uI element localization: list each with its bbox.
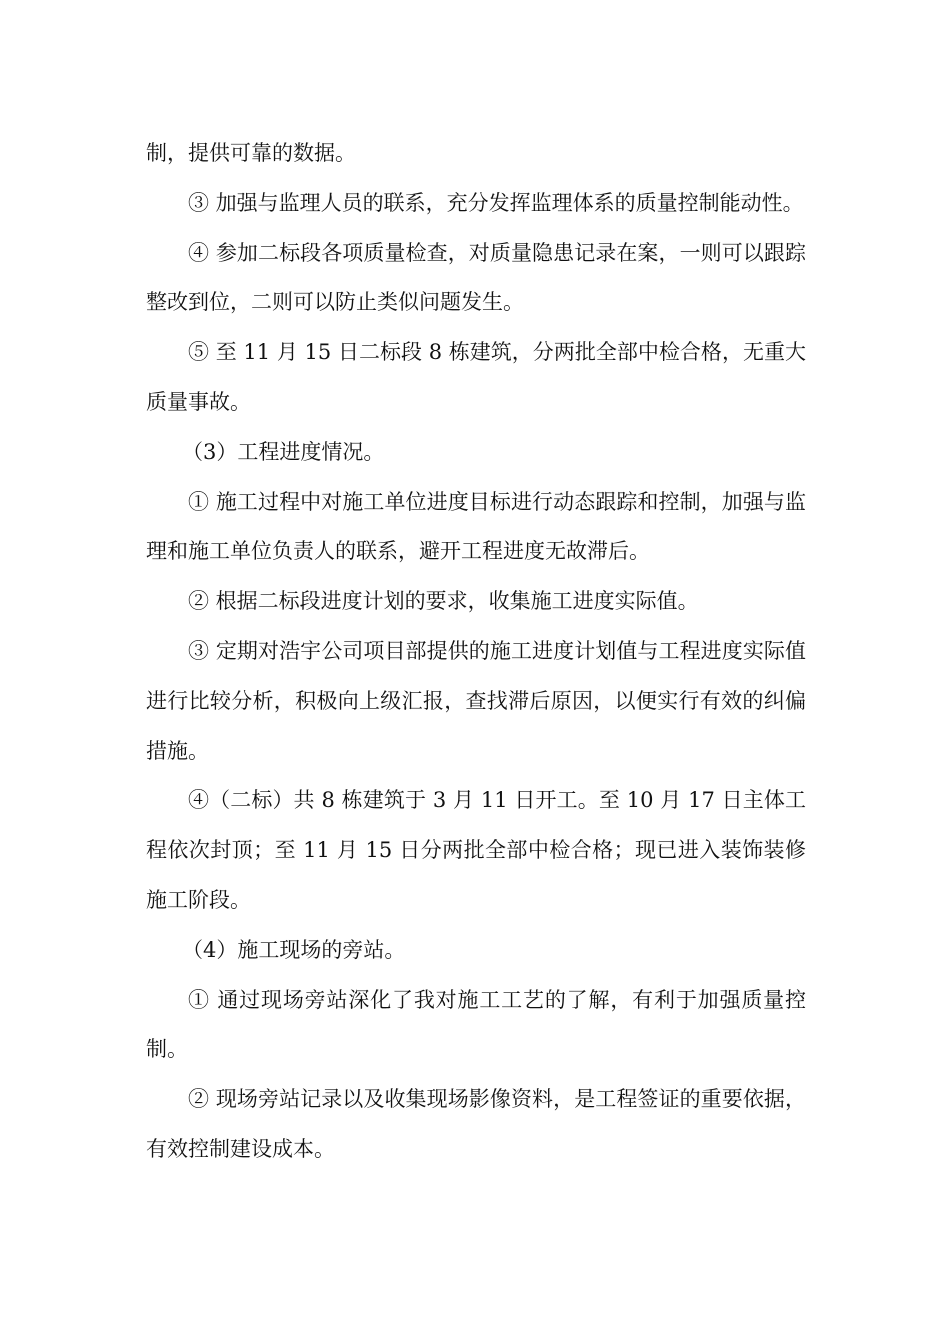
paragraph: ④（二标）共 8 栋建筑于 3 月 11 日开工。至 10 月 17 日主体工程依次封顶；至 11 月 15 日分两批全部中检合格；现已进入装饰装修施工阶段。 [146, 788, 806, 912]
paragraph: ③ 定期对浩宇公司项目部提供的施工进度计划值与工程进度实际值进行比较分析，积极向上级汇报，查找滞后原因，以便实行有效的纠偏措施。 [146, 638, 806, 763]
paragraph: ① 施工过程中对施工单位进度目标进行动态跟踪和控制，加强与监理和施工单位负责人的联系，避开工程进度无故滞后。 [146, 489, 806, 564]
section-heading: （3）工程进度情况。 [182, 439, 385, 464]
paragraph: ② 根据二标段进度计划的要求，收集施工进度实际值。 [188, 589, 699, 614]
paragraph: ⑤ 至 11 月 15 日二标段 8 栋建筑，分两批全部中检合格，无重大质量事故。 [146, 340, 806, 414]
section-heading: （4）施工现场的旁站。 [182, 937, 406, 962]
paragraph: ② 现场旁站记录以及收集现场影像资料，是工程签证的重要依据，有效控制建设成本。 [146, 1087, 806, 1161]
paragraph: ④ 参加二标段各项质量检查，对质量隐患记录在案，一则可以跟踪整改到位，二则可以防止类似问题发生。 [146, 240, 806, 315]
paragraph: ① 通过现场旁站深化了我对施工工艺的了解，有利于加强质量控制。 [146, 987, 806, 1062]
paragraph: ③ 加强与监理人员的联系，充分发挥监理体系的质量控制能动性。 [188, 190, 804, 215]
document-body [146, 129, 806, 1175]
paragraph: 制，提供可靠的数据。 [146, 141, 356, 165]
